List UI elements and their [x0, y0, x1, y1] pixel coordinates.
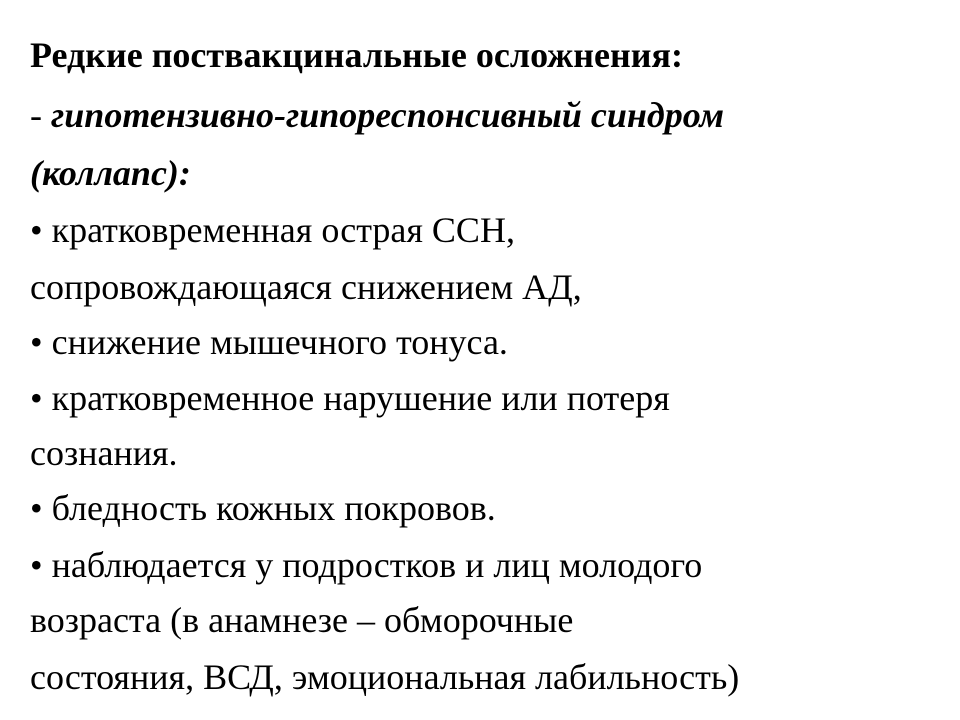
symptom-line-5: сознания. — [30, 433, 178, 473]
symptom-line-2: сопровождающаяся снижением АД, — [30, 267, 582, 307]
symptom-line-1: • кратковременная острая ССН, — [30, 210, 515, 250]
syndrome-name: гипотензивно-гипореспонсивный синдром — [51, 95, 724, 135]
symptom-line-8: возраста (в анамнезе – обморочные — [30, 600, 574, 640]
symptom-line-6: • бледность кожных покровов. — [30, 488, 496, 528]
symptom-line-3: • снижение мышечного тонуса. — [30, 322, 508, 362]
slide-heading: Редкие поствакцинальные осложнения: — [30, 35, 683, 75]
symptom-line-4: • кратковременное нарушение или потеря — [30, 378, 670, 418]
syndrome-title-line-1 — [30, 95, 724, 135]
symptom-line-9: состояния, ВСД, эмоциональная лабильность) — [30, 657, 740, 697]
syndrome-dash: - — [30, 95, 51, 135]
symptom-line-7: • наблюдается у подростков и лиц молодого — [30, 545, 703, 585]
syndrome-title-line-2: (коллапс): — [30, 153, 191, 193]
